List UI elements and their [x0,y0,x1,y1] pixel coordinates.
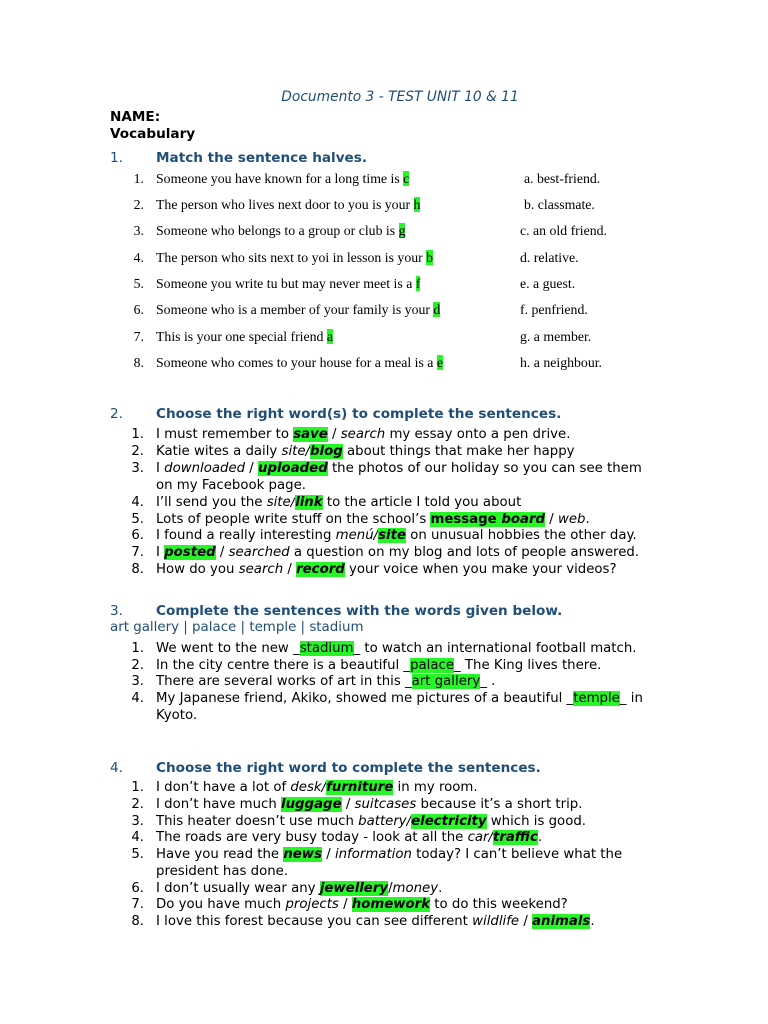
list-item: 5. Have you read the news / information today? I can’t believe what the [131,847,623,862]
list-item-continuation: Kyoto. [156,708,198,723]
match-item: 1. Someone you have known for a long time is c a. best-friend. [133,171,601,186]
match-item: 4. The person who sits next to yoi in lesson is your b d. relative. [133,250,579,265]
section-3-heading: 3. Complete the sentences with the words given below. [110,603,563,619]
match-option: g. a member. [520,329,592,344]
match-item: 7. This is your one special friend a g. a member. [133,329,592,344]
list-item: 8. I love this forest because you can see different wildlife / animals. [131,914,595,929]
match-option: e. a guest. [520,276,576,291]
section-1-heading: 1. Match the sentence halves. [110,150,368,166]
match-item: 3. Someone who belongs to a group or club is g c. an old friend. [133,223,607,238]
list-item: 1. I must remember to save / search my essay onto a pen drive. [131,427,571,442]
list-item-continuation: president has done. [156,864,289,879]
list-item: 8. How do you search / record your voice when you make your videos? [131,562,617,577]
list-item: 3. There are several works of art in this _art gallery_ . [131,674,496,689]
match-item: 8. Someone who comes to your house for a meal is a e h. a neighbour. [133,355,602,370]
match-option: d. relative. [520,250,579,265]
answer-highlight: b [426,250,434,265]
list-item: 4. My Japanese friend, Akiko, showed me pictures of a beautiful _temple_ in [131,691,643,706]
answer-highlight: g [398,223,406,238]
list-item: 2. In the city centre there is a beautiful _palace_ The King lives there. [131,658,602,673]
answer-highlight: a [326,329,334,344]
answer-highlight: e [436,355,443,370]
list-item: 7. Do you have much projects / homework to do this weekend? [131,897,568,912]
list-item: 1. We went to the new _stadium_ to watch an international football match. [131,641,637,656]
answer-highlight: c [403,171,410,186]
match-option: a. best-friend. [524,171,601,186]
list-item: 6. I found a really interesting menú/site on unusual hobbies the other day. [131,528,637,543]
list-item: 5. Lots of people write stuff on the school’s message board / web. [131,512,590,527]
answer-highlight: d [433,302,441,317]
match-option: h. a neighbour. [520,355,602,370]
match-option: c. an old friend. [520,223,607,238]
list-item-continuation: on my Facebook page. [156,478,306,493]
section-4-heading: 4. Choose the right word to complete the sentences. [110,760,541,776]
vocabulary-label: Vocabulary [110,126,196,142]
list-item: 2. Katie wites a daily site/blog about things that make her happy [131,444,575,459]
answer-highlight: h [413,197,421,212]
section-2-heading: 2. Choose the right word(s) to complete the sentences. [110,406,562,422]
list-item: 7. I posted / searched a question on my blog and lots of people answered. [131,545,640,560]
document-title: Documento 3 - TEST UNIT 10 & 11 [281,89,519,105]
match-item: 5. Someone you write tu but may never meet is a f e. a guest. [133,276,576,291]
match-item: 6. Someone who is a member of your family is your d f. penfriend. [133,302,588,317]
match-option: f. penfriend. [520,302,588,317]
word-bank: art gallery | palace | temple | stadium [110,620,364,635]
list-item: 6. I don’t usually wear any jewellery/money. [131,881,443,896]
list-item: 2. I don’t have much luggage / suitcases because it’s a short trip. [131,797,583,812]
list-item: 3. I downloaded / uploaded the photos of our holiday so you can see them [131,461,642,476]
list-item: 3. This heater doesn’t use much battery/electricity which is good. [131,814,586,829]
name-label: NAME: [110,109,161,125]
match-option: b. classmate. [524,197,595,212]
match-item: 2. The person who lives next door to you is your h b. classmate. [133,197,595,212]
answer-highlight: f [415,276,421,291]
list-item: 4. I’ll send you the site/link to the article I told you about [131,495,522,510]
list-item: 1. I don’t have a lot of desk/furniture in my room. [131,780,478,795]
list-item: 4. The roads are very busy today - look at all the car/traffic. [131,830,543,845]
